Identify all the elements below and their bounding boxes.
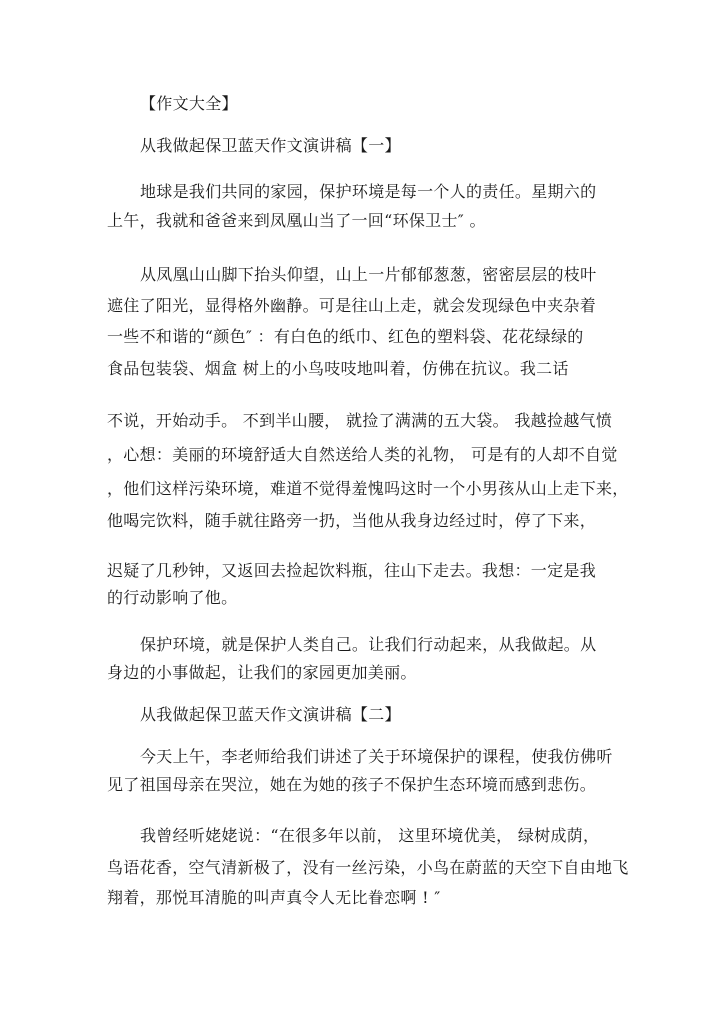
paragraph-line: 他喝完饮料，随手就往路旁一扔，当他从我身边经过时，停了下来，: [107, 511, 597, 530]
paragraph-line: 的行动影响了他。: [107, 588, 238, 607]
essay-title-2: 从我做起保卫蓝天作文演讲稿【二】: [140, 705, 401, 724]
paragraph-line: 保护环境，就是保护人类自己。让我们行动起来，从我做起。从: [140, 635, 597, 654]
paragraph-line: 翔着，那悦耳清脆的叫声真令人无比眷恋啊 ! ″: [107, 888, 441, 907]
essay-title-1: 从我做起保卫蓝天作文演讲稿【一】: [140, 136, 401, 155]
paragraph-line: 地球是我们共同的家园，保护环境是每一个人的责任。星期六的: [140, 182, 597, 201]
paragraph-line: 今天上午，李老师给我们讲述了关于环境保护的课程，使我仿佛听: [140, 747, 613, 766]
paragraph-line: 一些不和谐的“颜色″ ：有白色的纸巾、红色的塑料袋、花花绿绿的: [107, 327, 584, 346]
paragraph-line: 遮住了阳光，显得格外幽静。可是往山上走，就会发现绿色中夹杂着: [107, 296, 597, 315]
paragraph-line: 上午，我就和爸爸来到凤凰山当了一回“环保卫士″ 。: [107, 211, 486, 230]
paragraph-line: ，心想：美丽的环境舒适大自然送给人类的礼物， 可是有的人却不自觉: [107, 445, 618, 464]
document-header: 【作文大全】: [140, 94, 238, 113]
paragraph-line: 身边的小事做起，让我们的家园更加美丽。: [107, 663, 417, 682]
paragraph-line: 鸟语花香，空气清新极了，没有一丝污染，小鸟在蔚蓝的天空下自由地飞: [107, 858, 629, 877]
paragraph-line: ，他们这样污染环境，难道不觉得羞愧吗这时一个小男孩从山上走下来，: [107, 479, 629, 498]
paragraph-line: 食品包装袋、烟盒 树上的小鸟吱吱地叫着，仿佛在抗议。我二话: [107, 359, 569, 378]
paragraph-line: 见了祖国母亲在哭泣，她在为她的孩子不保护生态环境而感到悲伤。: [107, 775, 597, 794]
paragraph-line: 不说，开始动手。 不到半山腰， 就捡了满满的五大袋。 我越捡越气愤: [107, 411, 613, 430]
paragraph-line: 从凤凰山山脚下抬头仰望，山上一片郁郁葱葱，密密层层的枝叶: [140, 265, 597, 284]
paragraph-line: 我曾经听姥姥说：“在很多年以前， 这里环境优美， 绿树成荫，: [140, 826, 600, 845]
paragraph-line: 迟疑了几秒钟，又返回去捡起饮料瓶，往山下走去。我想：一定是我: [107, 561, 597, 580]
